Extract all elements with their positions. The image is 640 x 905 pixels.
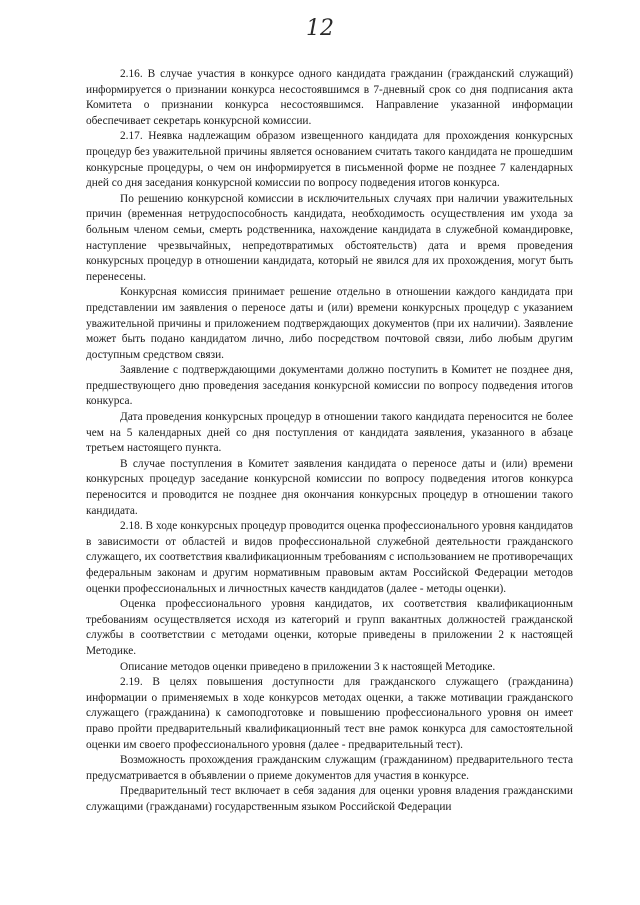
paragraph-2-18: 2.18. В ходе конкурсных процедур проводится оценка профессионального уровня кандидатов в зависимости от областей и видов профессиональной служебной деятельности гражданского служащего, их соответствия квалификационным требованиям с использованием не противоречащих федеральным законам и другим нормативным правовым актам Российской Федерации методов оценки профессиональных и личностных качеств кандидатов (далее - методы оценки).: [86, 520, 573, 595]
document-body: [86, 67, 573, 816]
paragraph-2-19: 2.19. В целях повышения доступности для гражданского служащего (гражданина) информации о применяемых в ходе конкурсов методах оценки, а также мотивации гражданского служащего (гражданина) к самоподготовке и повышению профессионального уровня он имеет право пройти предварительный квалификационный тест вне рамок конкурса для самостоятельной оценки им своего профессионального уровня (далее - предварительный тест).: [86, 676, 573, 751]
paragraph-application-deadline: Заявление с подтверждающими документами должно поступить в Комитет не позднее дня, предшествующего дню проведения заседания конкурсной комиссии по вопросу подведения итогов конкурса.: [86, 364, 573, 408]
paragraph-assessment: Оценка профессионального уровня кандидатов, их соответствия квалификационным требованиям осуществляется исходя из категорий и групп вакантных должностей гражданской службы в соответствии с методами оценки, которые приведены в приложении 2 к настоящей Методике.: [86, 598, 573, 657]
page-number: 12: [306, 16, 334, 41]
paragraph-date-transfer: Дата проведения конкурсных процедур в отношении такого кандидата переносится не более чем на 5 календарных дней со дня поступления от кандидата заявления, указанного в абзаце третьем настоящего пункта.: [86, 411, 573, 455]
paragraph-methods-description: Описание методов оценки приведено в приложении 3 к настоящей Методике.: [120, 660, 496, 673]
paragraph-preliminary-test-content: Предварительный тест включает в себя задания для оценки уровня владения гражданскими служащими (гражданами) государственным языком Российской Федерации: [86, 785, 573, 813]
paragraph-meeting-transfer: В случае поступления в Комитет заявления кандидата о переносе даты и (или) времени конкурсных процедур заседание конкурсной комиссии по вопросу подведения итогов конкурса переносится и проводится не позднее дня окончания конкурсных процедур в отношении такого кандидата.: [86, 457, 573, 517]
paragraph-commission-decision: Конкурсная комиссия принимает решение отдельно в отношении каждого кандидата при представлении им заявления о переносе даты и (или) времени конкурсных процедур с указанием уважительной причины и приложением подтверждающих документов (при их наличии). Заявление может быть подано кандидатом лично, либо посредством почтовой связи, либо любым другим доступным средством связи.: [86, 286, 573, 361]
paragraph-preliminary-test-option: Возможность прохождения гражданским служащим (гражданином) предварительного теста предусматривается в объявлении о приеме документов для участия в конкурсе.: [86, 754, 573, 782]
paragraph-postponement-decision: По решению конкурсной комиссии в исключительных случаях при наличии уважительных причин (временная нетрудоспособность кандидата, необходимость осуществления им ухода за больным членом семьи, смерть родственника, нахождение кандидата в служебной командировке, наступление чрезвычайных, непредотвратимых обстоятельств) дата и время проведения конкурсных процедур в отношении кандидата, который не явился для их прохождения, могут быть перенесены.: [86, 192, 573, 283]
paragraph-2-16: 2.16. В случае участия в конкурсе одного кандидата гражданин (гражданский служащий) информируется о признании конкурса несостоявшимся в 7-дневный срок со дня подписания акта Комитета о признании конкурса несостоявшимся. Направление указанной информации обеспечивает секретарь конкурсной комиссии.: [86, 68, 573, 127]
paragraph-2-17: 2.17. Неявка надлежащим образом извещенного кандидата для прохождения конкурсных процедур без уважительной причины является основанием считать такого кандидата не прошедшим конкурсные процедуры, о чем он информируется в письменной форме не позднее 7 календарных дней со дня заседания конкурсной комиссии по вопросу подведения итогов конкурса.: [86, 130, 573, 190]
